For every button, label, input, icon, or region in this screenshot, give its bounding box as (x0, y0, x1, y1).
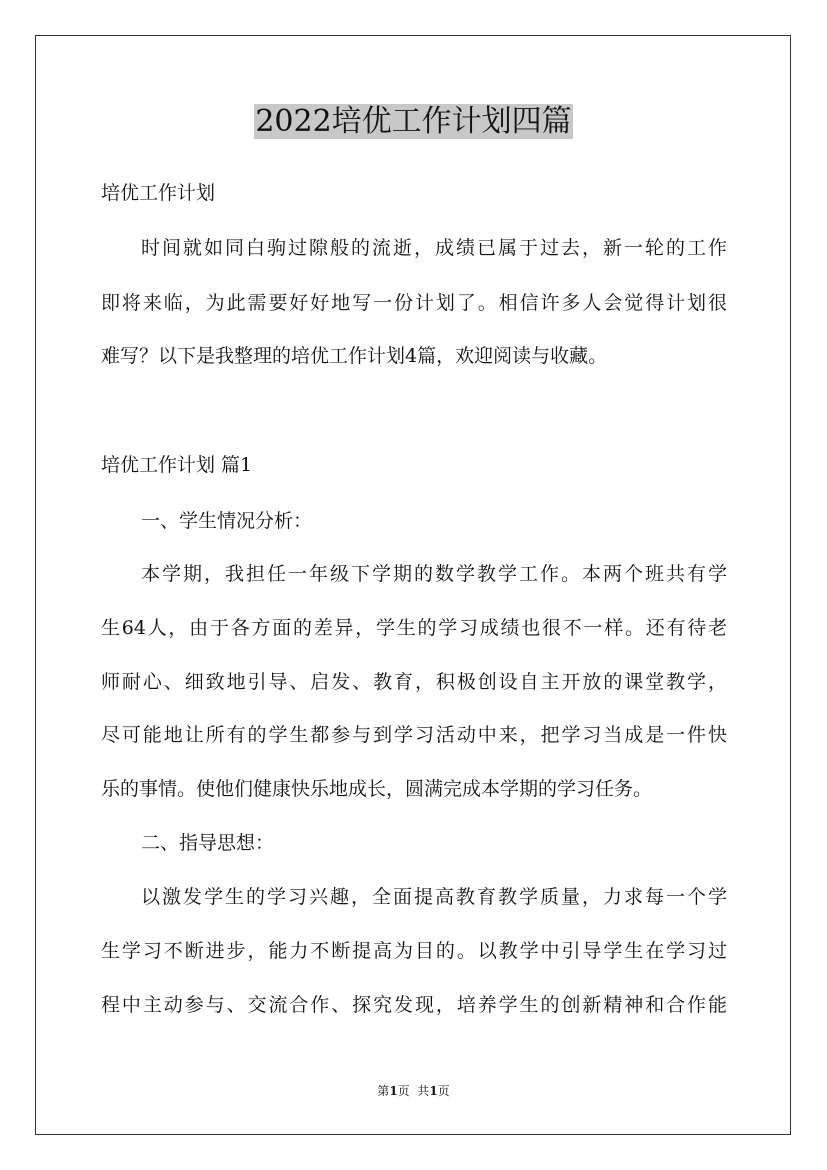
document-title (0, 100, 827, 144)
intro-line: 难写？以下是我整理的培优工作计划4篇，欢迎阅读与收藏。 (101, 345, 608, 367)
paragraph-line: 本学期，我担任一年级下学期的数学教学工作。本两个班共有学 (141, 563, 727, 585)
paragraph-line: 乐的事情。使他们健康快乐地成长，圆满完成本学期的学习任务。 (101, 778, 653, 800)
footer-page-prefix: 第 (377, 1084, 390, 1098)
footer-page-mid: 页 共 (397, 1084, 430, 1098)
paragraph-line: 程中主动参与、交流合作、探究发现，培养学生的创新精神和合作能 (101, 994, 727, 1016)
paragraph-line: 生学习不断进步，能力不断提高为目的。以教学中引导学生在学习过 (101, 940, 727, 962)
paragraph-line: 师耐心、细致地引导、启发、教育，积极创设自主开放的课堂教学， (101, 671, 727, 693)
page-footer (0, 1083, 827, 1099)
section-heading: 培优工作计划 篇1 (101, 454, 253, 476)
footer-page-total: 1 (429, 1084, 438, 1098)
paragraph-line: 尽可能地让所有的学生都参与到学习活动中来，把学习当成是一件快 (101, 724, 727, 746)
subsection-heading: 二、指导思想： (141, 832, 275, 854)
intro-line: 时间就如同白驹过隙般的流逝，成绩已属于过去，新一轮的工作 (141, 237, 727, 259)
footer-page-current: 1 (389, 1084, 398, 1098)
intro-line: 即将来临，为此需要好好地写一份计划了。相信许多人会觉得计划很 (101, 292, 727, 314)
document-title-text: 2022培优工作计划四篇 (255, 104, 572, 139)
subsection-heading: 一、学生情况分析： (141, 510, 313, 532)
paragraph-line: 生64人，由于各方面的差异，学生的学习成绩也很不一样。还有待老 (101, 617, 727, 639)
intro-heading: 培优工作计划 (101, 182, 216, 204)
paragraph-line: 以激发学生的学习兴趣，全面提高教育教学质量，力求每一个学 (141, 886, 727, 908)
footer-page-suffix: 页 (437, 1084, 450, 1098)
